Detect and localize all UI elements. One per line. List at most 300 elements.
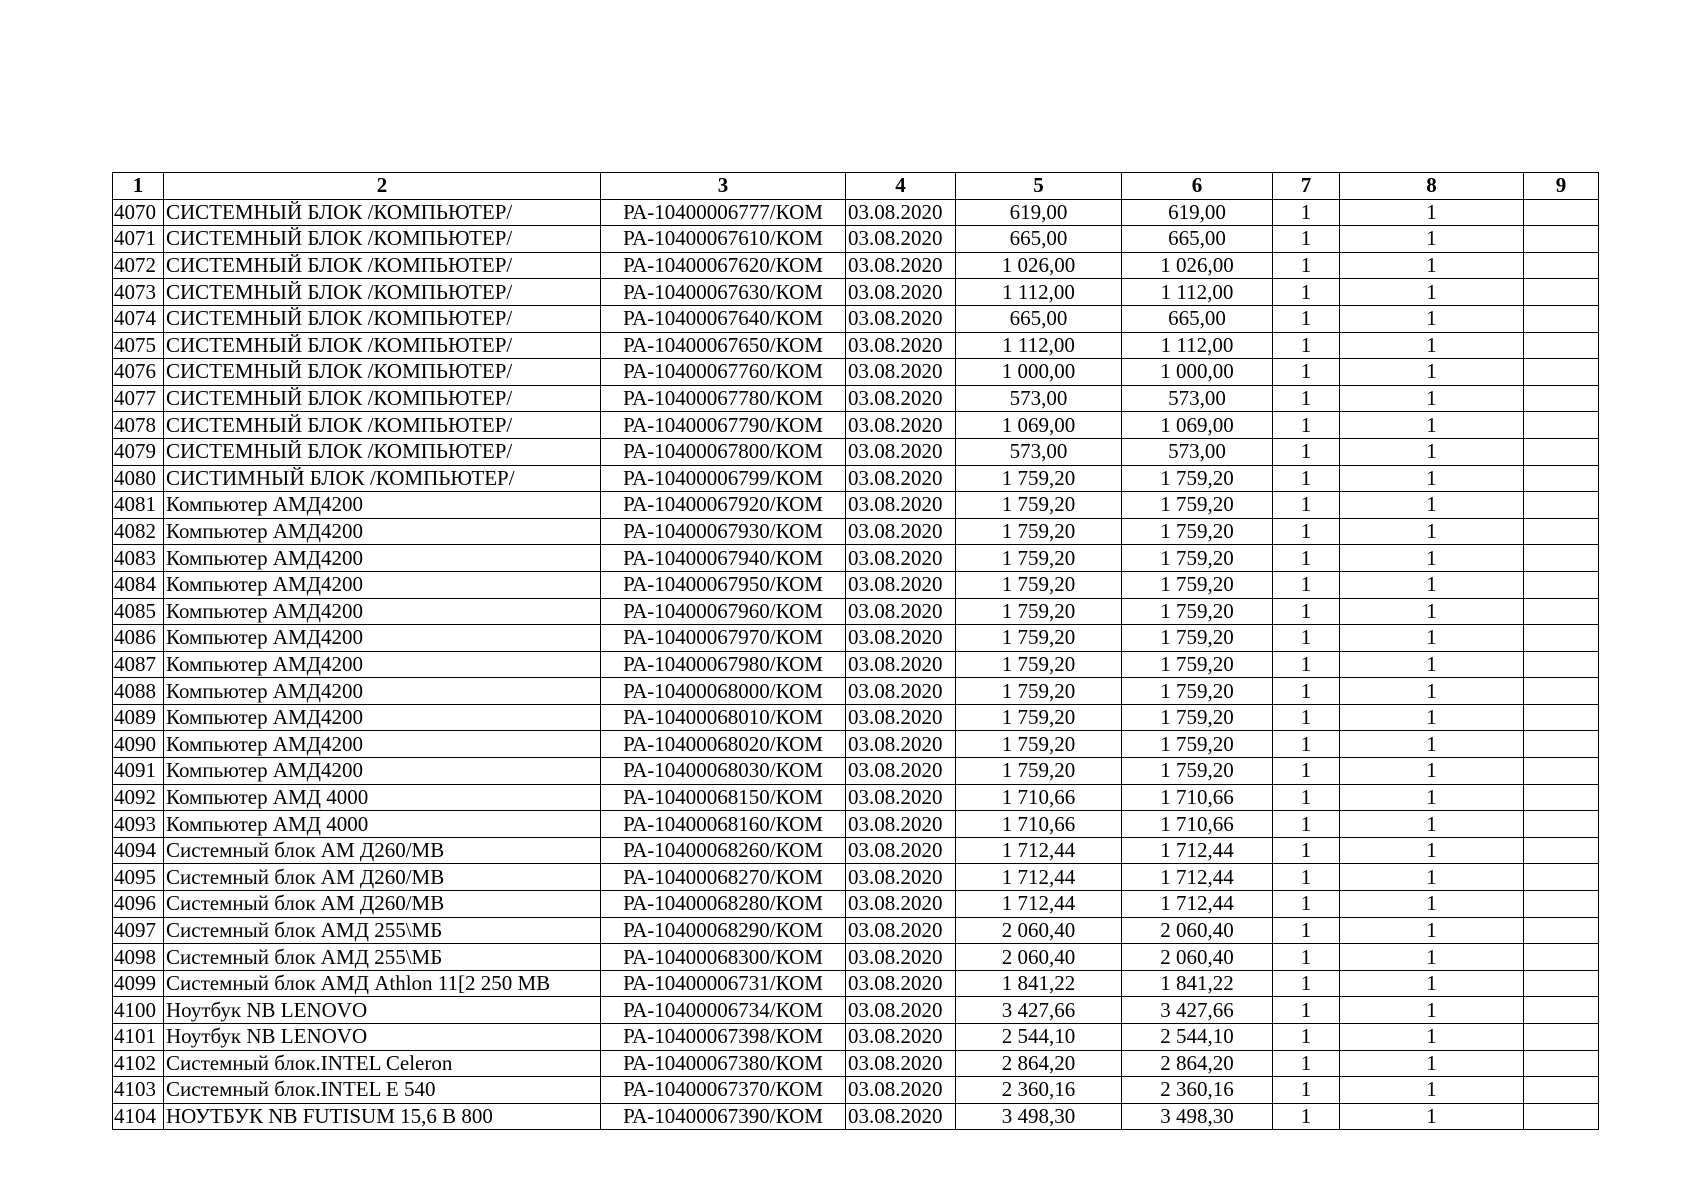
value-col6: 2 544,10 bbox=[1122, 1024, 1273, 1051]
qty-col8: 1 bbox=[1340, 492, 1524, 519]
col9-cell bbox=[1524, 1050, 1599, 1077]
qty-col7: 1 bbox=[1273, 438, 1340, 465]
date: 03.08.2020 bbox=[846, 970, 956, 997]
inventory-code: РА-10400067800/КОМ bbox=[601, 438, 846, 465]
qty-col8: 1 bbox=[1340, 412, 1524, 439]
qty-col7: 1 bbox=[1273, 970, 1340, 997]
value-col5: 1 841,22 bbox=[956, 970, 1122, 997]
row-number: 4085 bbox=[113, 598, 164, 625]
value-col6: 1 710,66 bbox=[1122, 811, 1273, 838]
value-col6: 2 060,40 bbox=[1122, 944, 1273, 971]
qty-col7: 1 bbox=[1273, 332, 1340, 359]
value-col5: 2 544,10 bbox=[956, 1024, 1122, 1051]
table-body bbox=[113, 199, 1599, 1130]
date: 03.08.2020 bbox=[846, 305, 956, 332]
item-name: СИСТЕМНЫЙ БЛОК /КОМПЬЮТЕР/ bbox=[164, 226, 601, 253]
item-name: СИСТЕМНЫЙ БЛОК /КОМПЬЮТЕР/ bbox=[164, 252, 601, 279]
col9-cell bbox=[1524, 625, 1599, 652]
qty-col8: 1 bbox=[1340, 252, 1524, 279]
qty-col7: 1 bbox=[1273, 651, 1340, 678]
table-row bbox=[113, 332, 1599, 359]
qty-col8: 1 bbox=[1340, 917, 1524, 944]
row-number: 4086 bbox=[113, 625, 164, 652]
table-row bbox=[113, 970, 1599, 997]
row-number: 4089 bbox=[113, 704, 164, 731]
item-name: СИСТЕМНЫЙ БЛОК /КОМПЬЮТЕР/ bbox=[164, 332, 601, 359]
qty-col7: 1 bbox=[1273, 758, 1340, 785]
date: 03.08.2020 bbox=[846, 385, 956, 412]
value-col5: 573,00 bbox=[956, 385, 1122, 412]
column-header-6: 6 bbox=[1122, 173, 1273, 200]
item-name: Системный блок АМ Д260/МВ bbox=[164, 837, 601, 864]
date: 03.08.2020 bbox=[846, 784, 956, 811]
value-col5: 1 712,44 bbox=[956, 891, 1122, 918]
qty-col8: 1 bbox=[1340, 970, 1524, 997]
value-col5: 3 427,66 bbox=[956, 997, 1122, 1024]
value-col6: 2 864,20 bbox=[1122, 1050, 1273, 1077]
header-row bbox=[113, 173, 1599, 200]
value-col6: 573,00 bbox=[1122, 438, 1273, 465]
inventory-code: РА-10400067920/КОМ bbox=[601, 492, 846, 519]
date: 03.08.2020 bbox=[846, 758, 956, 785]
qty-col7: 1 bbox=[1273, 1077, 1340, 1104]
table-row bbox=[113, 571, 1599, 598]
item-name: Компьютер АМД4200 bbox=[164, 678, 601, 705]
row-number: 4093 bbox=[113, 811, 164, 838]
qty-col7: 1 bbox=[1273, 784, 1340, 811]
inventory-code: РА-10400067398/КОМ bbox=[601, 1024, 846, 1051]
value-col5: 1 759,20 bbox=[956, 465, 1122, 492]
item-name: Компьютер АМД4200 bbox=[164, 545, 601, 572]
col9-cell bbox=[1524, 412, 1599, 439]
table-row bbox=[113, 811, 1599, 838]
value-col6: 2 360,16 bbox=[1122, 1077, 1273, 1104]
col9-cell bbox=[1524, 226, 1599, 253]
inventory-code: РА-10400068000/КОМ bbox=[601, 678, 846, 705]
row-number: 4079 bbox=[113, 438, 164, 465]
item-name: Компьютер АМД 4000 bbox=[164, 784, 601, 811]
row-number: 4100 bbox=[113, 997, 164, 1024]
col9-cell bbox=[1524, 1024, 1599, 1051]
inventory-code: РА-10400067390/КОМ bbox=[601, 1103, 846, 1130]
qty-col7: 1 bbox=[1273, 1024, 1340, 1051]
value-col5: 2 360,16 bbox=[956, 1077, 1122, 1104]
qty-col7: 1 bbox=[1273, 1050, 1340, 1077]
inventory-code: РА-10400067380/КОМ bbox=[601, 1050, 846, 1077]
value-col6: 1 112,00 bbox=[1122, 332, 1273, 359]
col9-cell bbox=[1524, 518, 1599, 545]
date: 03.08.2020 bbox=[846, 891, 956, 918]
value-col6: 1 759,20 bbox=[1122, 678, 1273, 705]
qty-col8: 1 bbox=[1340, 279, 1524, 306]
value-col6: 1 112,00 bbox=[1122, 279, 1273, 306]
table-row bbox=[113, 864, 1599, 891]
col9-cell bbox=[1524, 837, 1599, 864]
col9-cell bbox=[1524, 944, 1599, 971]
date: 03.08.2020 bbox=[846, 545, 956, 572]
qty-col8: 1 bbox=[1340, 598, 1524, 625]
qty-col8: 1 bbox=[1340, 837, 1524, 864]
column-header-2: 2 bbox=[164, 173, 601, 200]
qty-col8: 1 bbox=[1340, 1103, 1524, 1130]
value-col5: 619,00 bbox=[956, 199, 1122, 226]
table-row bbox=[113, 997, 1599, 1024]
value-col5: 1 759,20 bbox=[956, 678, 1122, 705]
inventory-code: РА-10400067620/КОМ bbox=[601, 252, 846, 279]
qty-col7: 1 bbox=[1273, 571, 1340, 598]
item-name: Системный блок АМД 255\МБ bbox=[164, 917, 601, 944]
col9-cell bbox=[1524, 891, 1599, 918]
value-col5: 1 112,00 bbox=[956, 279, 1122, 306]
item-name: Компьютер АМД4200 bbox=[164, 731, 601, 758]
row-number: 4099 bbox=[113, 970, 164, 997]
inventory-code: РА-10400067650/КОМ bbox=[601, 332, 846, 359]
inventory-code: РА-10400068260/КОМ bbox=[601, 837, 846, 864]
inventory-code: РА-10400068300/КОМ bbox=[601, 944, 846, 971]
value-col6: 2 060,40 bbox=[1122, 917, 1273, 944]
qty-col8: 1 bbox=[1340, 332, 1524, 359]
row-number: 4075 bbox=[113, 332, 164, 359]
qty-col8: 1 bbox=[1340, 864, 1524, 891]
date: 03.08.2020 bbox=[846, 651, 956, 678]
row-number: 4083 bbox=[113, 545, 164, 572]
row-number: 4098 bbox=[113, 944, 164, 971]
inventory-code: РА-10400006777/КОМ bbox=[601, 199, 846, 226]
column-header-3: 3 bbox=[601, 173, 846, 200]
item-name: Компьютер АМД4200 bbox=[164, 651, 601, 678]
table-row bbox=[113, 1024, 1599, 1051]
item-name: Компьютер АМД4200 bbox=[164, 492, 601, 519]
value-col5: 2 060,40 bbox=[956, 917, 1122, 944]
date: 03.08.2020 bbox=[846, 944, 956, 971]
item-name: СИСТИМНЫЙ БЛОК /КОМПЬЮТЕР/ bbox=[164, 465, 601, 492]
value-col5: 1 759,20 bbox=[956, 625, 1122, 652]
date: 03.08.2020 bbox=[846, 917, 956, 944]
inventory-code: РА-10400067790/КОМ bbox=[601, 412, 846, 439]
value-col5: 1 759,20 bbox=[956, 758, 1122, 785]
qty-col8: 1 bbox=[1340, 731, 1524, 758]
row-number: 4070 bbox=[113, 199, 164, 226]
qty-col7: 1 bbox=[1273, 279, 1340, 306]
qty-col7: 1 bbox=[1273, 1103, 1340, 1130]
col9-cell bbox=[1524, 970, 1599, 997]
qty-col7: 1 bbox=[1273, 492, 1340, 519]
value-col5: 665,00 bbox=[956, 305, 1122, 332]
col9-cell bbox=[1524, 678, 1599, 705]
table-row bbox=[113, 891, 1599, 918]
row-number: 4095 bbox=[113, 864, 164, 891]
item-name: СИСТЕМНЫЙ БЛОК /КОМПЬЮТЕР/ bbox=[164, 438, 601, 465]
col9-cell bbox=[1524, 438, 1599, 465]
inventory-code: РА-10400067960/КОМ bbox=[601, 598, 846, 625]
col9-cell bbox=[1524, 651, 1599, 678]
table-row bbox=[113, 545, 1599, 572]
qty-col7: 1 bbox=[1273, 997, 1340, 1024]
qty-col8: 1 bbox=[1340, 811, 1524, 838]
table-row bbox=[113, 279, 1599, 306]
column-header-4: 4 bbox=[846, 173, 956, 200]
date: 03.08.2020 bbox=[846, 332, 956, 359]
item-name: СИСТЕМНЫЙ БЛОК /КОМПЬЮТЕР/ bbox=[164, 412, 601, 439]
inventory-code: РА-10400006731/КОМ bbox=[601, 970, 846, 997]
inventory-code: РА-10400006799/КОМ bbox=[601, 465, 846, 492]
col9-cell bbox=[1524, 598, 1599, 625]
qty-col8: 1 bbox=[1340, 1077, 1524, 1104]
item-name: Компьютер АМД4200 bbox=[164, 758, 601, 785]
value-col6: 1 000,00 bbox=[1122, 359, 1273, 386]
col9-cell bbox=[1524, 1103, 1599, 1130]
qty-col8: 1 bbox=[1340, 997, 1524, 1024]
qty-col8: 1 bbox=[1340, 625, 1524, 652]
item-name: Системный блок АМД 255\МБ bbox=[164, 944, 601, 971]
date: 03.08.2020 bbox=[846, 412, 956, 439]
item-name: Системный блок.INTEL Е 540 bbox=[164, 1077, 601, 1104]
date: 03.08.2020 bbox=[846, 492, 956, 519]
table-row bbox=[113, 731, 1599, 758]
row-number: 4104 bbox=[113, 1103, 164, 1130]
value-col6: 573,00 bbox=[1122, 385, 1273, 412]
row-number: 4084 bbox=[113, 571, 164, 598]
table-row bbox=[113, 944, 1599, 971]
inventory-code: РА-10400068290/КОМ bbox=[601, 917, 846, 944]
value-col5: 1 759,20 bbox=[956, 731, 1122, 758]
value-col6: 1 759,20 bbox=[1122, 571, 1273, 598]
date: 03.08.2020 bbox=[846, 864, 956, 891]
table-row bbox=[113, 1103, 1599, 1130]
item-name: СИСТЕМНЫЙ БЛОК /КОМПЬЮТЕР/ bbox=[164, 385, 601, 412]
value-col6: 1 759,20 bbox=[1122, 704, 1273, 731]
qty-col8: 1 bbox=[1340, 518, 1524, 545]
col9-cell bbox=[1524, 545, 1599, 572]
table-row bbox=[113, 758, 1599, 785]
date: 03.08.2020 bbox=[846, 252, 956, 279]
item-name: СИСТЕМНЫЙ БЛОК /КОМПЬЮТЕР/ bbox=[164, 359, 601, 386]
table-row bbox=[113, 651, 1599, 678]
col9-cell bbox=[1524, 252, 1599, 279]
value-col6: 1 759,20 bbox=[1122, 598, 1273, 625]
row-number: 4094 bbox=[113, 837, 164, 864]
qty-col8: 1 bbox=[1340, 359, 1524, 386]
date: 03.08.2020 bbox=[846, 1103, 956, 1130]
row-number: 4103 bbox=[113, 1077, 164, 1104]
value-col5: 1 710,66 bbox=[956, 784, 1122, 811]
date: 03.08.2020 bbox=[846, 226, 956, 253]
col9-cell bbox=[1524, 704, 1599, 731]
inventory-code: РА-10400067940/КОМ bbox=[601, 545, 846, 572]
column-header-8: 8 bbox=[1340, 173, 1524, 200]
item-name: Компьютер АМД 4000 bbox=[164, 811, 601, 838]
value-col6: 1 710,66 bbox=[1122, 784, 1273, 811]
row-number: 4074 bbox=[113, 305, 164, 332]
item-name: Системный блок АМ Д260/МВ bbox=[164, 891, 601, 918]
inventory-code: РА-10400067640/КОМ bbox=[601, 305, 846, 332]
value-col6: 1 759,20 bbox=[1122, 545, 1273, 572]
col9-cell bbox=[1524, 199, 1599, 226]
qty-col7: 1 bbox=[1273, 199, 1340, 226]
row-number: 4102 bbox=[113, 1050, 164, 1077]
row-number: 4076 bbox=[113, 359, 164, 386]
date: 03.08.2020 bbox=[846, 518, 956, 545]
qty-col7: 1 bbox=[1273, 359, 1340, 386]
value-col6: 1 759,20 bbox=[1122, 518, 1273, 545]
col9-cell bbox=[1524, 332, 1599, 359]
qty-col8: 1 bbox=[1340, 385, 1524, 412]
item-name: Системный блок АМ Д260/МВ bbox=[164, 864, 601, 891]
col9-cell bbox=[1524, 1077, 1599, 1104]
qty-col8: 1 bbox=[1340, 944, 1524, 971]
value-col6: 3 498,30 bbox=[1122, 1103, 1273, 1130]
value-col5: 1 712,44 bbox=[956, 837, 1122, 864]
qty-col8: 1 bbox=[1340, 758, 1524, 785]
row-number: 4078 bbox=[113, 412, 164, 439]
row-number: 4080 bbox=[113, 465, 164, 492]
inventory-code: РА-10400067950/КОМ bbox=[601, 571, 846, 598]
qty-col8: 1 bbox=[1340, 226, 1524, 253]
qty-col8: 1 bbox=[1340, 465, 1524, 492]
col9-cell bbox=[1524, 571, 1599, 598]
item-name: Компьютер АМД4200 bbox=[164, 625, 601, 652]
table-row bbox=[113, 252, 1599, 279]
value-col6: 665,00 bbox=[1122, 226, 1273, 253]
col9-cell bbox=[1524, 305, 1599, 332]
date: 03.08.2020 bbox=[846, 837, 956, 864]
value-col5: 3 498,30 bbox=[956, 1103, 1122, 1130]
row-number: 4097 bbox=[113, 917, 164, 944]
col9-cell bbox=[1524, 492, 1599, 519]
date: 03.08.2020 bbox=[846, 625, 956, 652]
value-col6: 1 759,20 bbox=[1122, 651, 1273, 678]
qty-col7: 1 bbox=[1273, 385, 1340, 412]
qty-col8: 1 bbox=[1340, 1050, 1524, 1077]
table-row bbox=[113, 492, 1599, 519]
row-number: 4088 bbox=[113, 678, 164, 705]
value-col5: 1 712,44 bbox=[956, 864, 1122, 891]
qty-col7: 1 bbox=[1273, 412, 1340, 439]
inventory-table bbox=[112, 172, 1599, 1130]
qty-col8: 1 bbox=[1340, 784, 1524, 811]
value-col6: 1 712,44 bbox=[1122, 837, 1273, 864]
qty-col8: 1 bbox=[1340, 199, 1524, 226]
inventory-code: РА-10400067970/КОМ bbox=[601, 625, 846, 652]
value-col5: 1 759,20 bbox=[956, 571, 1122, 598]
inventory-code: РА-10400068030/КОМ bbox=[601, 758, 846, 785]
value-col6: 1 759,20 bbox=[1122, 465, 1273, 492]
qty-col7: 1 bbox=[1273, 917, 1340, 944]
row-number: 4077 bbox=[113, 385, 164, 412]
value-col5: 1 000,00 bbox=[956, 359, 1122, 386]
row-number: 4082 bbox=[113, 518, 164, 545]
qty-col8: 1 bbox=[1340, 571, 1524, 598]
inventory-code: РА-10400067760/КОМ bbox=[601, 359, 846, 386]
inventory-code: РА-10400067370/КОМ bbox=[601, 1077, 846, 1104]
value-col5: 1 112,00 bbox=[956, 332, 1122, 359]
qty-col8: 1 bbox=[1340, 704, 1524, 731]
inventory-code: РА-10400068010/КОМ bbox=[601, 704, 846, 731]
date: 03.08.2020 bbox=[846, 678, 956, 705]
date: 03.08.2020 bbox=[846, 704, 956, 731]
date: 03.08.2020 bbox=[846, 1077, 956, 1104]
date: 03.08.2020 bbox=[846, 598, 956, 625]
date: 03.08.2020 bbox=[846, 465, 956, 492]
date: 03.08.2020 bbox=[846, 279, 956, 306]
qty-col8: 1 bbox=[1340, 305, 1524, 332]
value-col6: 1 712,44 bbox=[1122, 891, 1273, 918]
row-number: 4073 bbox=[113, 279, 164, 306]
qty-col7: 1 bbox=[1273, 704, 1340, 731]
value-col5: 1 759,20 bbox=[956, 518, 1122, 545]
value-col5: 2 864,20 bbox=[956, 1050, 1122, 1077]
table-row bbox=[113, 917, 1599, 944]
value-col5: 1 759,20 bbox=[956, 598, 1122, 625]
value-col5: 1 026,00 bbox=[956, 252, 1122, 279]
qty-col7: 1 bbox=[1273, 252, 1340, 279]
date: 03.08.2020 bbox=[846, 1024, 956, 1051]
inventory-code: РА-10400068160/КОМ bbox=[601, 811, 846, 838]
item-name: СИСТЕМНЫЙ БЛОК /КОМПЬЮТЕР/ bbox=[164, 279, 601, 306]
table-row bbox=[113, 784, 1599, 811]
qty-col7: 1 bbox=[1273, 944, 1340, 971]
table-row bbox=[113, 837, 1599, 864]
table-row bbox=[113, 518, 1599, 545]
item-name: Системный блок.INTEL Celeron bbox=[164, 1050, 601, 1077]
value-col5: 1 759,20 bbox=[956, 651, 1122, 678]
table-row bbox=[113, 305, 1599, 332]
value-col6: 1 712,44 bbox=[1122, 864, 1273, 891]
row-number: 4071 bbox=[113, 226, 164, 253]
inventory-code: РА-10400067980/КОМ bbox=[601, 651, 846, 678]
value-col6: 1 759,20 bbox=[1122, 758, 1273, 785]
value-col5: 1 759,20 bbox=[956, 704, 1122, 731]
qty-col8: 1 bbox=[1340, 891, 1524, 918]
value-col5: 1 069,00 bbox=[956, 412, 1122, 439]
table-row bbox=[113, 598, 1599, 625]
value-col6: 1 069,00 bbox=[1122, 412, 1273, 439]
row-number: 4096 bbox=[113, 891, 164, 918]
column-header-7: 7 bbox=[1273, 173, 1340, 200]
col9-cell bbox=[1524, 385, 1599, 412]
col9-cell bbox=[1524, 758, 1599, 785]
qty-col7: 1 bbox=[1273, 518, 1340, 545]
qty-col7: 1 bbox=[1273, 811, 1340, 838]
row-number: 4101 bbox=[113, 1024, 164, 1051]
qty-col8: 1 bbox=[1340, 545, 1524, 572]
value-col6: 665,00 bbox=[1122, 305, 1273, 332]
item-name: Компьютер АМД4200 bbox=[164, 571, 601, 598]
row-number: 4081 bbox=[113, 492, 164, 519]
col9-cell bbox=[1524, 279, 1599, 306]
value-col5: 1 759,20 bbox=[956, 492, 1122, 519]
qty-col7: 1 bbox=[1273, 891, 1340, 918]
date: 03.08.2020 bbox=[846, 571, 956, 598]
item-name: Ноутбук NB LENOVO bbox=[164, 997, 601, 1024]
inventory-code: РА-10400068020/КОМ bbox=[601, 731, 846, 758]
value-col6: 3 427,66 bbox=[1122, 997, 1273, 1024]
table-row bbox=[113, 438, 1599, 465]
row-number: 4092 bbox=[113, 784, 164, 811]
value-col5: 573,00 bbox=[956, 438, 1122, 465]
value-col6: 1 026,00 bbox=[1122, 252, 1273, 279]
value-col5: 1 710,66 bbox=[956, 811, 1122, 838]
value-col6: 1 841,22 bbox=[1122, 970, 1273, 997]
qty-col8: 1 bbox=[1340, 438, 1524, 465]
qty-col7: 1 bbox=[1273, 545, 1340, 572]
table-row bbox=[113, 226, 1599, 253]
item-name: СИСТЕМНЫЙ БЛОК /КОМПЬЮТЕР/ bbox=[164, 199, 601, 226]
inventory-code: РА-10400067610/КОМ bbox=[601, 226, 846, 253]
value-col5: 2 060,40 bbox=[956, 944, 1122, 971]
value-col6: 1 759,20 bbox=[1122, 731, 1273, 758]
item-name: Системный блок АМД Athlon 11[2 250 МВ bbox=[164, 970, 601, 997]
